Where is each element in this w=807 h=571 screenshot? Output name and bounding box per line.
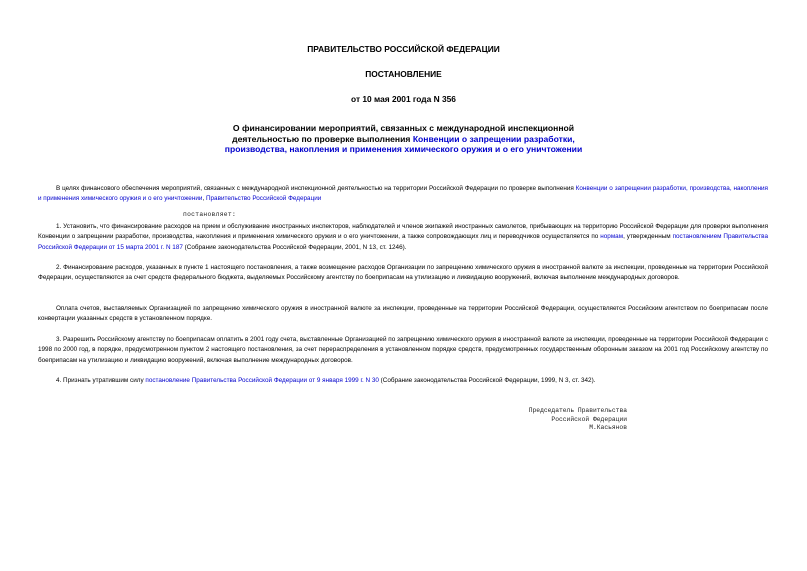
title-text: О финансировании мероприятий, связанных с международной инспекционной деятельностью по проверке выполнения (232, 123, 575, 144)
document-title (220, 123, 587, 155)
signature-position: Председатель Правительства (528, 407, 627, 414)
paragraph-3: 3. Разрешить Российскому агентству по боеприпасам оплатить в 2001 году счета, выставленные Организацией по запрещению химического оружия в иностранной валюте за инспекции, проведенные на территории Российской Федерации с 1998 по 2000 год, в порядке, предусмотренном пунктом 2 настоящего постановления, за счет перераспределения в установленном порядке средств, предусмотренных государственным оборонным заказом на 2001 год Российскому агентству по боеприпасам на утилизацию и ликвидацию вооружений, включая выполнение международных договоров. (38, 336, 768, 364)
paragraph-2: 2. Финансирование расходов, указанных в пункте 1 настоящего постановления, а также возмещение расходов Организации по запрещению химического оружия в иностранной валюте за инспекции, проведенные на территории Российской Федерации, осуществляются за счет средств федерального бюджета, выделяемых Российскому агентству по боеприпасам на утилизацию и ликвидацию вооружений, включая выполнение международных договоров. (38, 264, 768, 282)
intro-text: В целях финансового обеспечения мероприятий, связанных с международной инспекционной деятельностью на территории Российской Федерации по проверке выполнения (56, 185, 576, 192)
p1-text-3: (Собрание законодательства Российской Федерации, 2001, N 13, ст. 1246). (182, 243, 407, 251)
postanovlyaet-label: постановляет: (183, 211, 237, 218)
norms-link[interactable]: нормам (600, 233, 624, 241)
government-heading: ПРАВИТЕЛЬСТВО РОССИЙСКОЙ ФЕДЕРАЦИИ (307, 44, 500, 54)
paragraph-1 (38, 222, 768, 253)
signature-block (517, 407, 627, 433)
paragraph-payment: Оплата счетов, выставляемых Организацией по запрещению химического оружия в иностранной валюте за инспекции, проведенные на территории Российской Федерации, осуществляется Российским агентством по боеприпасам после конвертации указанных средств в установленном порядке. (38, 305, 768, 323)
p1-text: 1. Установить, что финансирование расходов на прием и обслуживание иностранных инспекторов, наблюдателей и членов экипажей иностранных самолетов, прибывающих на территорию Российской Федерации для проверки выполнения Конвенции о запрещении разработки, производства, накопления и применения химического оружия и о его уничтожении, а также сопровождающих лиц и переводчиков осуществляется по (38, 223, 768, 241)
document-type-heading: ПОСТАНОВЛЕНИЕ (365, 69, 442, 79)
signature-name: М.Касьянов (589, 424, 627, 432)
p4-text: 4. Признать утратившим силу (56, 377, 146, 384)
intro-paragraph (38, 184, 768, 205)
p4-text-2: (Собрание законодательства Российской Федерации, 1999, N 3, ст. 342). (378, 377, 596, 384)
government-link[interactable]: Правительство Российской Федерации (205, 195, 322, 203)
intro-convention-link[interactable]: Конвенции о запрещении разработки, производства, накопления и применения химического оружия и о его уничтожении (38, 185, 768, 203)
convention-link[interactable]: Конвенции о запрещении разработки, производства, накопления и применения химического оружия и о его уничтожении (224, 133, 583, 155)
decree-30-link[interactable]: постановление Правительства Российской Федерации от 9 января 1999 г. N 30 (145, 377, 379, 384)
p1-text-2: , утвержденным (623, 233, 673, 241)
signature-organization: Российской Федерации (551, 415, 627, 423)
paragraph-4 (38, 376, 768, 386)
document-date-number: от 10 мая 2001 года N 356 (351, 94, 456, 104)
decree-187-link[interactable]: постановлением Правительства Российской Федерации от 15 марта 2001 г. N 187 (38, 233, 769, 251)
intro-separator: , (202, 195, 206, 203)
